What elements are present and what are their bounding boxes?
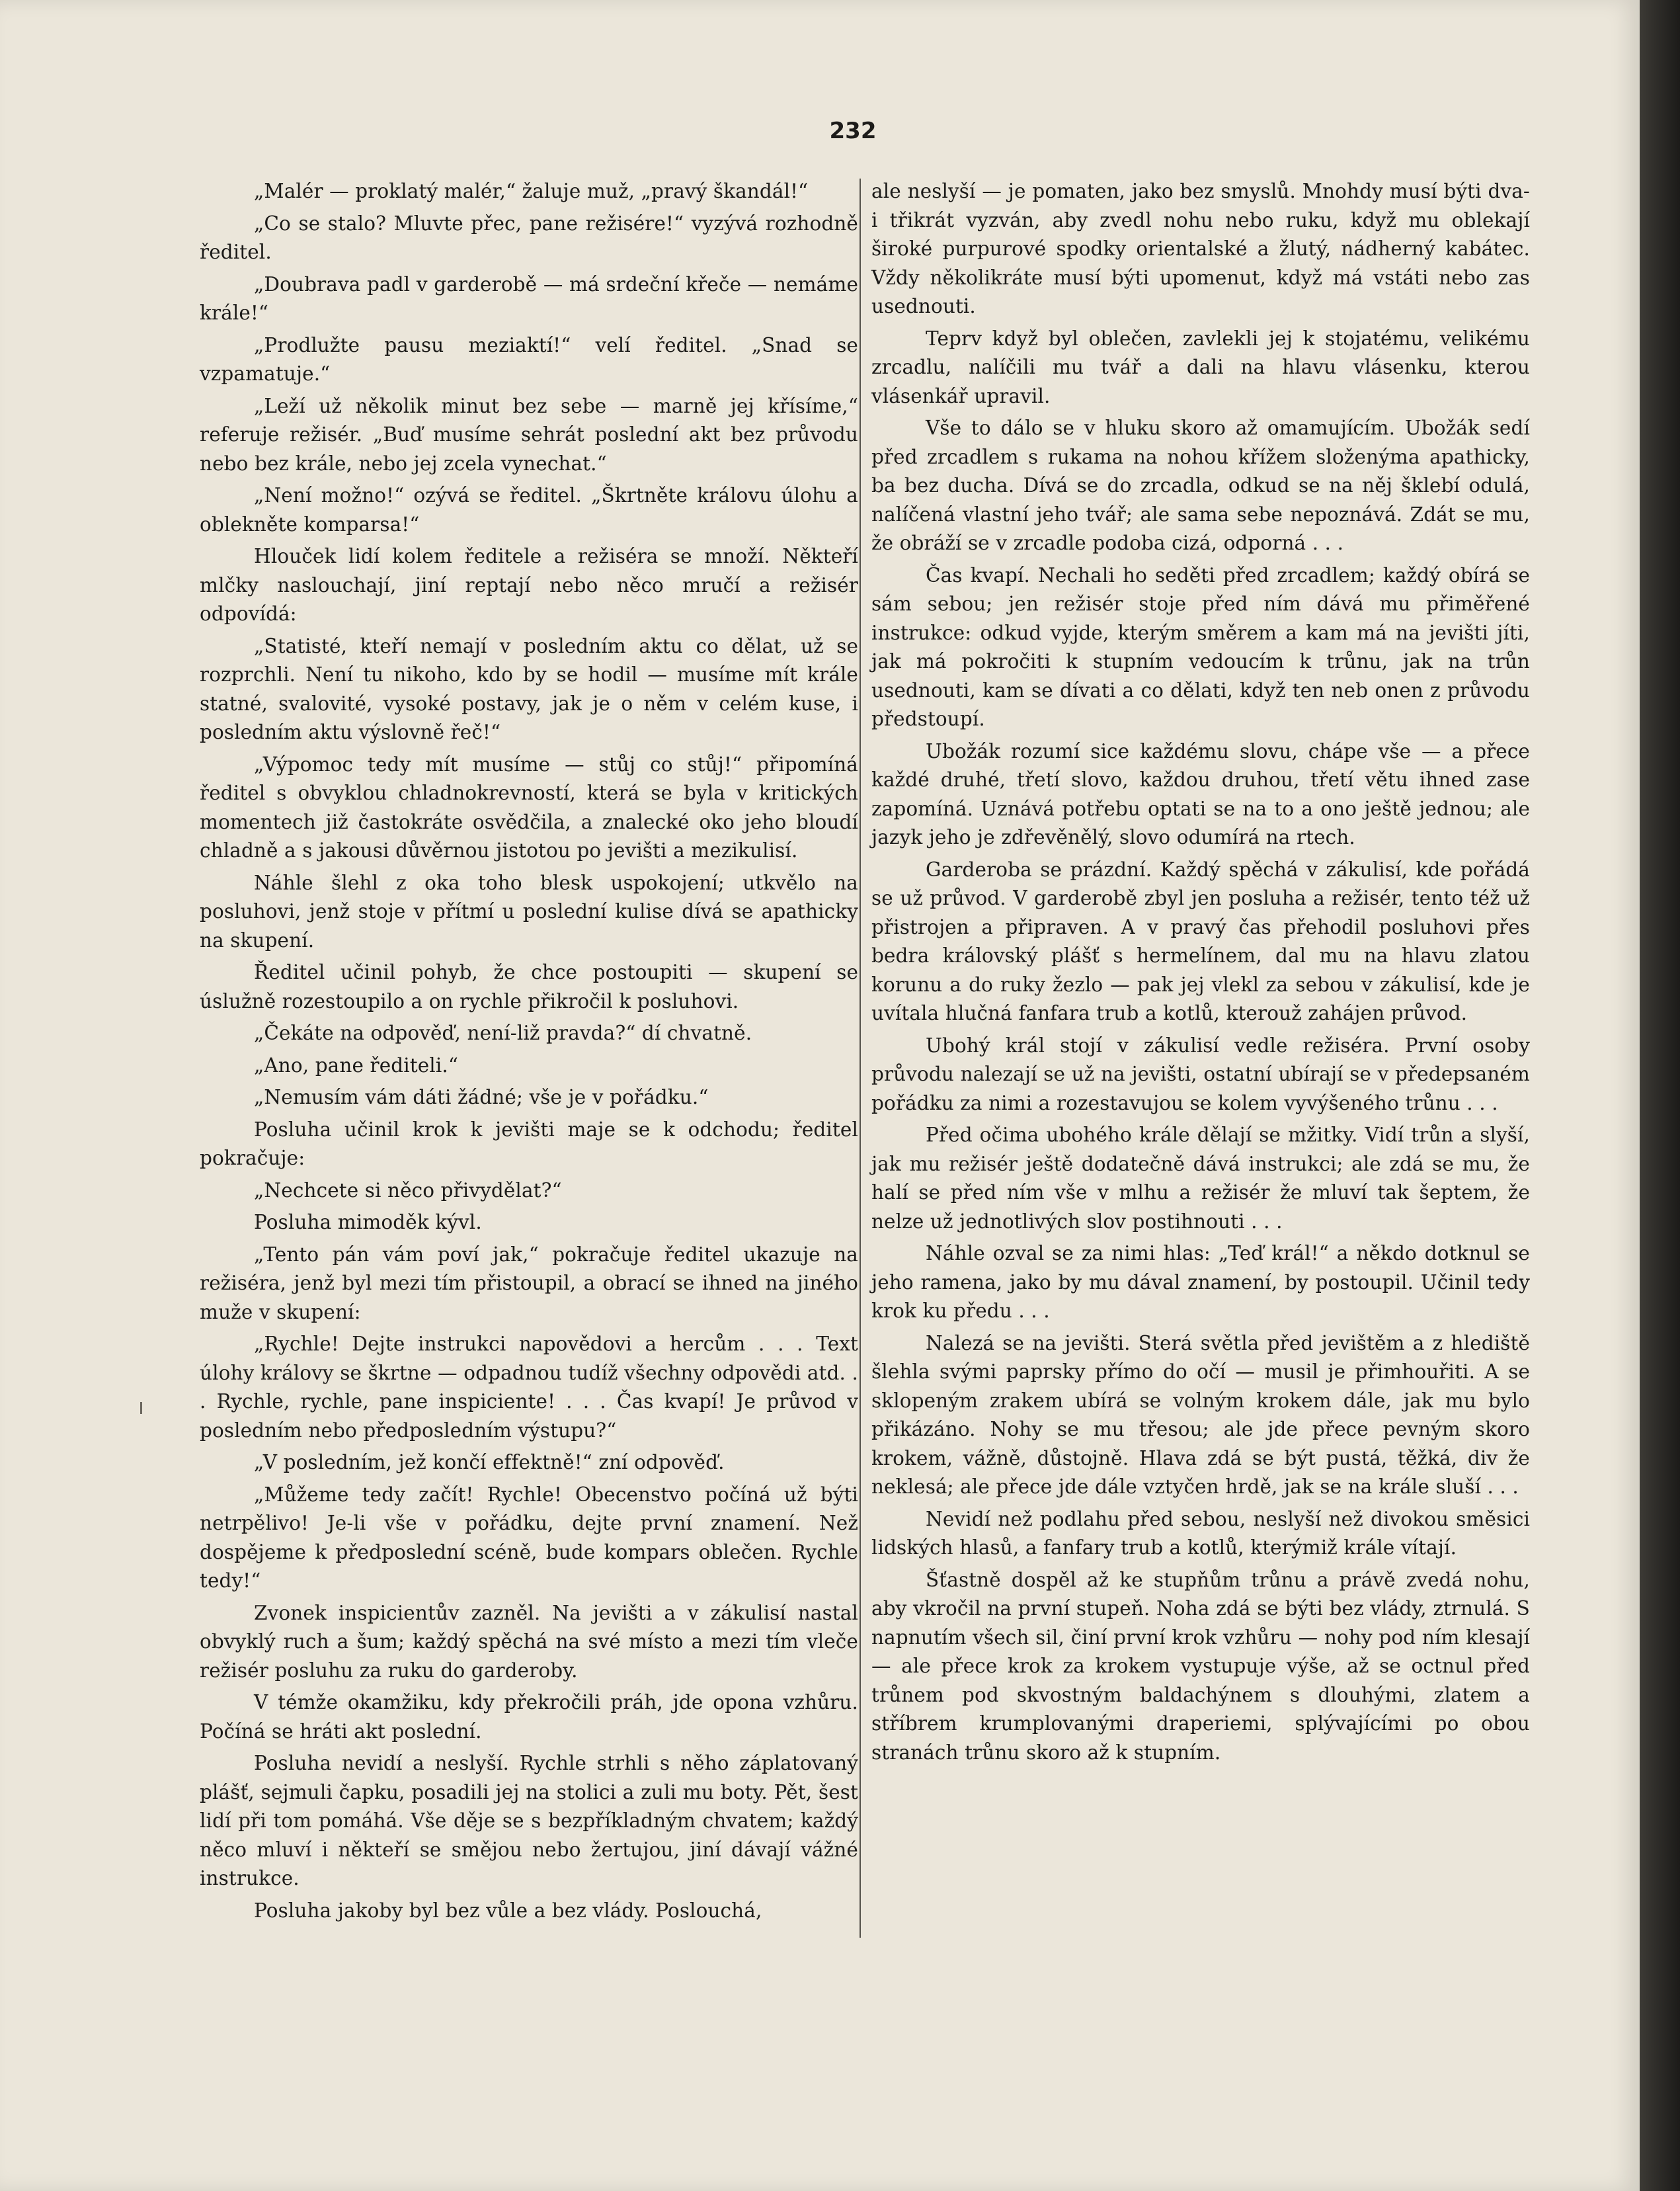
paragraph: „Ano, pane řediteli.“	[254, 1054, 459, 1077]
paragraph: Posluha mimoděk kývl.	[254, 1211, 482, 1233]
paragraph: Zvonek inspicientův zazněl. Na jevišti a v zákulisí nastal obvyklý ruch a šum; každý spěchá na své místo a mezi tím vleče režisér posluhu za ruku do garderoby.	[200, 1601, 858, 1682]
paragraph: Náhle ozval se za nimi hlas: „Teď král!“ a někdo dotknul se jeho ramena, jako by mu dával znamení, by postoupil. Učinil tedy krok ku předu . . .	[871, 1242, 1530, 1322]
paragraph: „Můžeme tedy začít! Rychle! Obecenstvo počíná už býti netrpělivo! Je-li vše v pořádku, dejte první znamení. Než dospějeme k předposlední scéně, bude kompars oblečen. Rychle tedy!“	[200, 1483, 858, 1592]
paragraph: „Statisté, kteří nemají v posledním aktu co dělat, už se rozprchli. Není tu nikoho, kdo by se hodil — musíme mít krále statné, svalovité, vysoké postavy, jak je o něm v celém kuse, i posledním aktu výslovně řeč!“	[200, 634, 858, 743]
paragraph: Ředitel učinil pohyb, že chce postoupiti — skupení se úslužně rozestoupilo a on rychle přikročil k posluhovi.	[200, 961, 858, 1013]
column-divider	[860, 179, 861, 1938]
paragraph: Nalezá se na jevišti. Sterá světla před jevištěm a z hlediště šlehla svými paprsky přímo do očí — musil je přimhouřiti. A se sklopeným zrakem ubírá se volným krokem dále, jak mu bylo přikázáno. Nohy se mu třesou; ale jde přece pevným skoro krokem, vážně, důstojně. Hlava zdá se být pustá, těžká, div že neklesá; ale přece jde dále vztyčen hrdě, jak se na krále sluší . . .	[871, 1331, 1530, 1498]
paragraph: „Výpomoc tedy mít musíme — stůj co stůj!“ připomíná ředitel s obvyklou chladnokrevností, která se byla v kritických momentech již častokráte osvědčila, a znalecké oko jeho bloudí chladně a s jakousi důvěrnou jistotou po jevišti a mezikulisí.	[200, 753, 858, 862]
paragraph-continued: ale neslyší — je pomaten, jako bez smyslů. Mnohdy musí býti dva- i třikrát vyzván, aby zvedl nohu nebo ruku, když mu oblekají široké purpurové spodky orientalské a žlutý, nádherný kabátec. Vždy několikráte musí býti upomenut, když má vstáti nebo zas usednouti.	[871, 180, 1530, 317]
paragraph: „Nemusím vám dáti žádné; vše je v pořádku.“	[254, 1086, 709, 1108]
paragraph: Náhle šlehl z oka toho blesk uspokojení; utkvělo na posluhovi, jenž stoje v přítmí u poslední kulise dívá se apathicky na skupení.	[200, 871, 858, 952]
right-column	[871, 177, 1530, 1770]
book-spine-shadow	[1640, 0, 1680, 2191]
paragraph: Garderoba se prázdní. Každý spěchá v zákulisí, kde pořádá se už průvod. V garderobě zbyl jen posluha a režisér, tento též už přistrojen a připraven. A v pravý čas přehodil posluhovi přes bedra královský plášť s hermelínem, dal mu na hlavu zlatou korunu a do ruky žezlo — pak jej vlekl za sebou v zákulisí, kde je uvítala hlučná fanfara trub a kotlů, kterouž zahájen průvod.	[871, 858, 1530, 1024]
paragraph: Vše to dálo se v hluku skoro až omamujícím. Ubožák sedí před zrcadlem s rukama na nohou křížem složenýma apathicky, ba bez ducha. Dívá se do zrcadla, odkud se na něj šklebí odulá, nalíčená vlastní jeho tvář; ale sama sebe nepoznává. Zdát se mu, že obráží se v zrcadle podoba cizá, odporná . . .	[871, 417, 1530, 554]
paragraph: Nevidí než podlahu před sebou, neslyší než divokou směsici lidských hlasů, a fanfary trub a kotlů, kterýmiž krále vítají.	[871, 1507, 1530, 1559]
paragraph: V témže okamžiku, kdy překročili práh, jde opona vzhůru. Počíná se hráti akt poslední.	[200, 1691, 858, 1743]
paragraph: Teprv když byl oblečen, zavlekli jej k stojatému, velikému zrcadlu, nalíčili mu tvář a dali na hlavu vlásenku, kterou vlásenkář upravil.	[871, 327, 1530, 407]
paragraph: „Doubrava padl v garderobě — má srdeční křeče — nemáme krále!“	[200, 272, 858, 324]
paragraph: „Malér — proklatý malér,“ žaluje muž, „pravý škandál!“	[254, 180, 809, 202]
paragraph: Ubožák rozumí sice každému slovu, chápe vše — a přece každé druhé, třetí slovo, každou druhou, třetí větu ihned zase zapomíná. Uznává potřebu optati se na to a ono ještě jednou; ale jazyk jeho je zdřevěnělý, slovo odumírá na rtech.	[871, 739, 1530, 848]
paragraph: Čas kvapí. Nechali ho seděti před zrcadlem; každý obírá se sám sebou; jen režisér stoje před ním dává mu přiměřené instrukce: odkud vyjde, kterým směrem a kam má na jevišti jíti, jak má pokročiti k stupním vedoucím k trůnu, jak na trůn usednouti, kam se dívati a co dělati, když ten neb onen z průvodu předstoupí.	[871, 563, 1530, 730]
paragraph: „Tento pán vám poví jak,“ pokračuje ředitel ukazuje na režiséra, jenž byl mezi tím přistoupil, a obrací se ihned na jiného muže v skupení:	[200, 1243, 858, 1323]
paragraph: Ubohý král stojí v zákulisí vedle režiséra. První osoby průvodu nalezají se už na jevišti, ostatní ubírají se v předepsaném pořádku za nimi a rozestavujou se kolem vyvýšeného trůnu . . .	[871, 1034, 1530, 1114]
left-column	[200, 177, 858, 1928]
paragraph: „Čekáte na odpověď, není-liž pravda?“ dí chvatně.	[254, 1022, 752, 1044]
paragraph: „Leží už několik minut bez sebe — marně jej křísíme,“ referuje režisér. „Buď musíme sehrát poslední akt bez průvodu nebo bez krále, nebo jej zcela vynechat.“	[200, 394, 858, 475]
paragraph: „Prodlužte pausu meziaktí!“ velí ředitel. „Snad se vzpamatuje.“	[200, 333, 858, 385]
paragraph: „V posledním, jež končí effektně!“ zní odpověď.	[254, 1451, 725, 1473]
paragraph: „Nechcete si něco přivydělat?“	[254, 1178, 562, 1202]
paragraph: „Není možno!“ ozývá se ředitel. „Škrtněte královu úlohu a oblekněte komparsa!“	[200, 484, 858, 536]
paragraph: „Co se stalo? Mluvte přec, pane režisére!“ vyzývá rozhodně ředitel.	[200, 212, 858, 263]
paragraph: Hlouček lidí kolem ředitele a režiséra se množí. Někteří mlčky naslouchají, jiní reptají nebo něco mručí a režisér odpovídá:	[200, 545, 858, 625]
paragraph: „Rychle! Dejte instrukci napovědovi a hercům . . . Text úlohy královy se škrtne — odpadnou tudíž všechny odpovědi atd. . . Rychle, rychle, pane inspiciente! . . . Čas kvapí! Je průvod v posledním nebo předposledním výstupu?“	[200, 1333, 858, 1442]
paragraph: Před očima ubohého krále dělají se mžitky. Vidí trůn a slyší, jak mu režisér ještě dodatečně dává instrukci; ale zdá se mu, že halí se před ním vše v mlhu a režisér že mluví tak šeptem, že nelze už jednotlivých slov postihnouti . . .	[871, 1124, 1530, 1233]
margin-mark	[140, 1402, 142, 1414]
paragraph: Posluha jakoby byl bez vůle a bez vlády. Poslouchá,	[254, 1899, 762, 1922]
paragraph: Posluha učinil krok k jevišti maje se k odchodu; ředitel pokračuje:	[200, 1118, 858, 1169]
page-number: 232	[829, 118, 877, 144]
paragraph: Posluha nevidí a neslyší. Rychle strhli s něho záplatovaný plášť, sejmuli čapku, posadili jej na stolici a zuli mu boty. Pět, šest lidí při tom pomáhá. Vše děje se s bezpříkladným chvatem; každý něco mluví i někteří se smějou nebo žertujou, jiní dávají vážné instrukce.	[200, 1752, 858, 1889]
paragraph: Šťastně dospěl až ke stupňům trůnu a právě zvedá nohu, aby vkročil na první stupeň. Noha zdá se býti bez vlády, ztrnulá. S napnutím všech sil, činí první krok vzhůru — nohy pod ním klesají — ale přece krok za krokem vystupuje výše, až se octnul před trůnem pod skvostným baldachýnem s dlouhými, zlatem a stříbrem krumplovanými draperiemi, splývajícími po obou stranách trůnu skoro až k stupním.	[871, 1568, 1530, 1764]
